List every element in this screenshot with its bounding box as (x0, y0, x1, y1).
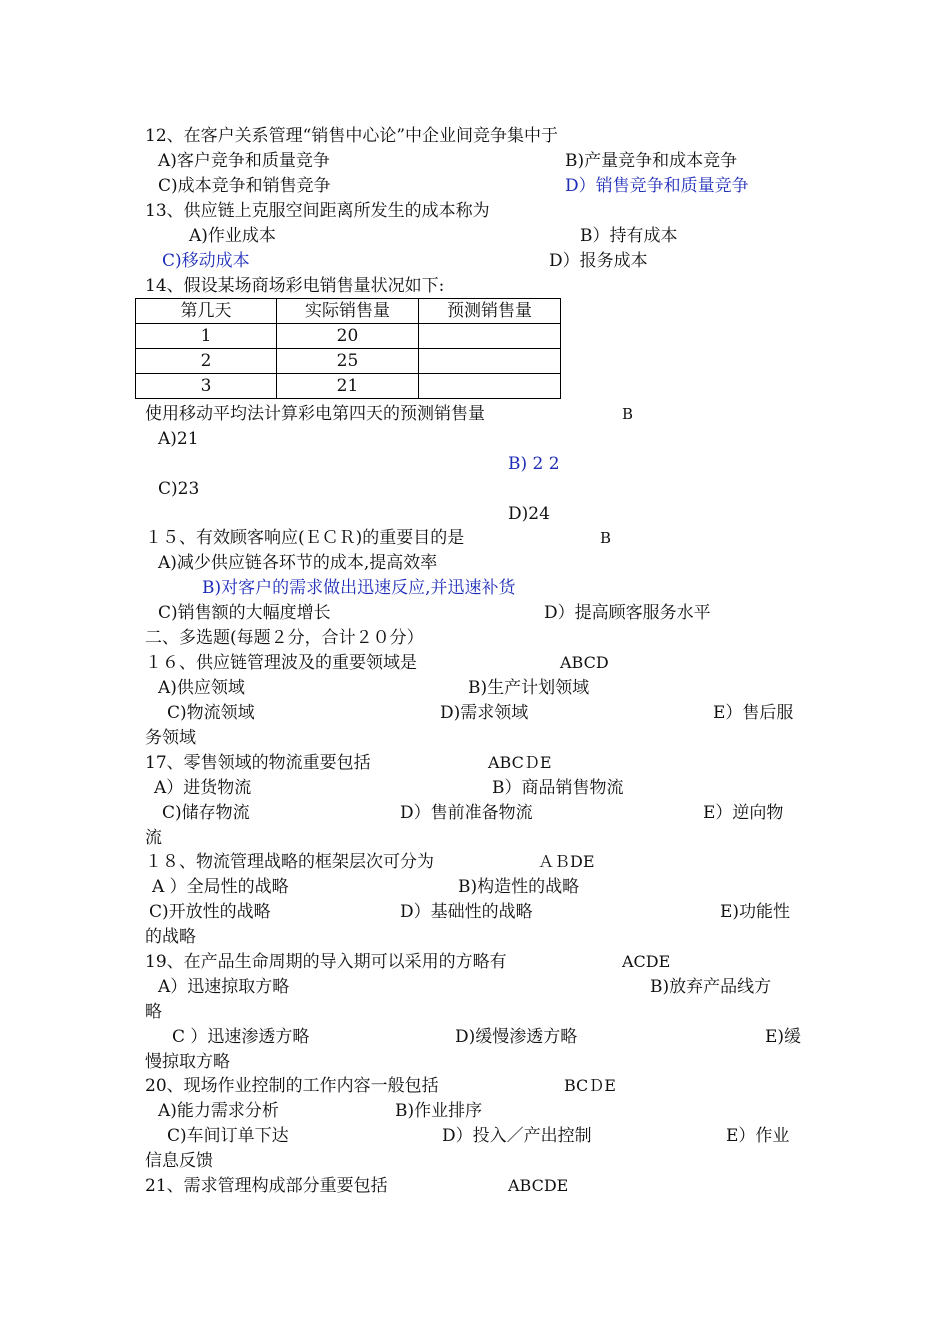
q17-option-d: D）售前准备物流 (400, 803, 533, 823)
q18-answer: ＡＢDE (538, 852, 595, 871)
table-header-day: 第几天 (136, 299, 277, 324)
q13-option-a: A)作业成本 (189, 226, 276, 246)
q14-option-b: B) 2 2 (508, 454, 560, 474)
table-cell (419, 374, 561, 399)
q19-option-d: D)缓慢渗透方略 (455, 1027, 578, 1047)
q19-stem: 19、在产品生命周期的导入期可以采用的方略有 (145, 952, 507, 972)
q15-option-d: D）提高顾客服务水平 (544, 603, 711, 623)
q16-answer: ABCD (560, 653, 609, 672)
table-cell: 21 (277, 374, 419, 399)
q20-option-c: C)车间订单下达 (167, 1126, 289, 1146)
q16-option-d: D)需求领域 (440, 703, 529, 723)
q20-stem: 20、现场作业控制的工作内容一般包括 (145, 1076, 439, 1096)
q16-option-e-cont: 务领域 (145, 728, 196, 748)
table-row (136, 324, 561, 349)
q18-option-d: D）基础性的战略 (400, 902, 533, 922)
q12-stem: 12、在客户关系管理“销售中心论”中企业间竞争集中于 (145, 126, 559, 146)
q14-answer: B (622, 405, 634, 423)
q13-option-c: C)移动成本 (162, 251, 250, 271)
q19-option-e: E)缓 (765, 1027, 802, 1047)
q18-option-c: C)开放性的战略 (149, 902, 271, 922)
q16-option-b: B)生产计划领域 (468, 678, 590, 698)
table-header-actual: 实际销售量 (277, 299, 419, 324)
q19-answer: ACDE (622, 952, 671, 971)
q17-option-b: B）商品销售物流 (492, 778, 624, 798)
table-header-row (136, 299, 561, 324)
q15-answer: B (600, 529, 612, 547)
q15-option-b: B)对客户的需求做出迅速反应,并迅速补货 (202, 578, 516, 598)
table-cell: 3 (136, 374, 277, 399)
table-row (136, 374, 561, 399)
q16-stem: １６、供应链管理波及的重要领域是 (145, 653, 417, 673)
q17-stem: 17、零售领域的物流重要包括 (145, 753, 371, 773)
q17-option-e: E）逆向物 (703, 803, 784, 823)
table-cell (419, 324, 561, 349)
q19-option-b-cont: 略 (145, 1002, 162, 1022)
q20-option-e: E）作业 (726, 1126, 790, 1146)
table-cell: 1 (136, 324, 277, 349)
q14-option-a: A)21 (158, 429, 199, 449)
q16-option-a: A)供应领域 (158, 678, 245, 698)
q12-option-c: C)成本竞争和销售竞争 (158, 176, 331, 196)
q16-option-c: C)物流领域 (167, 703, 255, 723)
section-heading: 二、多选题(每题２分，合计２０分） (145, 628, 424, 648)
q18-option-b: B)构造性的战略 (458, 877, 580, 897)
q13-option-d: D）报务成本 (549, 251, 648, 271)
q17-answer: ABCＤE (488, 753, 552, 772)
q19-option-b: B)放弃产品线方 (650, 977, 772, 997)
q16-option-e: E）售后服 (713, 703, 794, 723)
q20-answer: BCＤE (564, 1076, 616, 1095)
q14-option-c: C)23 (158, 479, 200, 499)
q14-question: 使用移动平均法计算彩电第四天的预测销售量 (145, 404, 485, 424)
table-row (136, 349, 561, 374)
q17-option-e-cont: 流 (145, 828, 162, 848)
q15-option-a: A)减少供应链各环节的成本,提高效率 (158, 553, 438, 573)
q18-stem: １８、物流管理战略的框架层次可分为 (145, 852, 434, 872)
q21-answer: ABCDE (508, 1176, 569, 1195)
q13-stem: 13、供应链上克服空间距离所发生的成本称为 (145, 201, 490, 221)
q19-option-e-cont: 慢掠取方略 (145, 1052, 230, 1072)
q12-option-d: D）销售竞争和质量竞争 (565, 176, 749, 196)
q20-option-d: D）投入／产出控制 (442, 1126, 592, 1146)
q21-stem: 21、需求管理构成部分重要包括 (145, 1176, 388, 1196)
q18-option-a: A ）全局性的战略 (152, 877, 289, 897)
q15-option-c: C)销售额的大幅度增长 (158, 603, 331, 623)
table-cell: 20 (277, 324, 419, 349)
table-cell: 2 (136, 349, 277, 374)
q20-option-a: A)能力需求分析 (158, 1101, 279, 1121)
q20-option-b: B)作业排序 (395, 1101, 483, 1121)
q14-stem: 14、假设某场商场彩电销售量状况如下: (145, 276, 445, 296)
sales-table (135, 298, 561, 399)
table-header-forecast: 预测销售量 (419, 299, 561, 324)
q13-option-b: B）持有成本 (580, 226, 678, 246)
q19-option-a: A）迅速掠取方略 (158, 977, 290, 997)
q12-option-a: A)客户竞争和质量竞争 (158, 151, 330, 171)
table-cell: 25 (277, 349, 419, 374)
q18-option-e: E)功能性 (720, 902, 791, 922)
q17-option-a: A）进货物流 (154, 778, 252, 798)
q19-option-c: C ）迅速渗透方略 (172, 1027, 310, 1047)
q18-option-e-cont: 的战略 (145, 927, 196, 947)
q17-option-c: C)储存物流 (162, 803, 250, 823)
q20-option-e-cont: 信息反馈 (145, 1151, 213, 1171)
table-cell (419, 349, 561, 374)
q12-option-b: B)产量竞争和成本竞争 (565, 151, 738, 171)
q14-option-d: D)24 (508, 504, 550, 524)
q15-stem: １５、有效顾客响应(ＥＣＲ)的重要目的是 (145, 528, 465, 548)
